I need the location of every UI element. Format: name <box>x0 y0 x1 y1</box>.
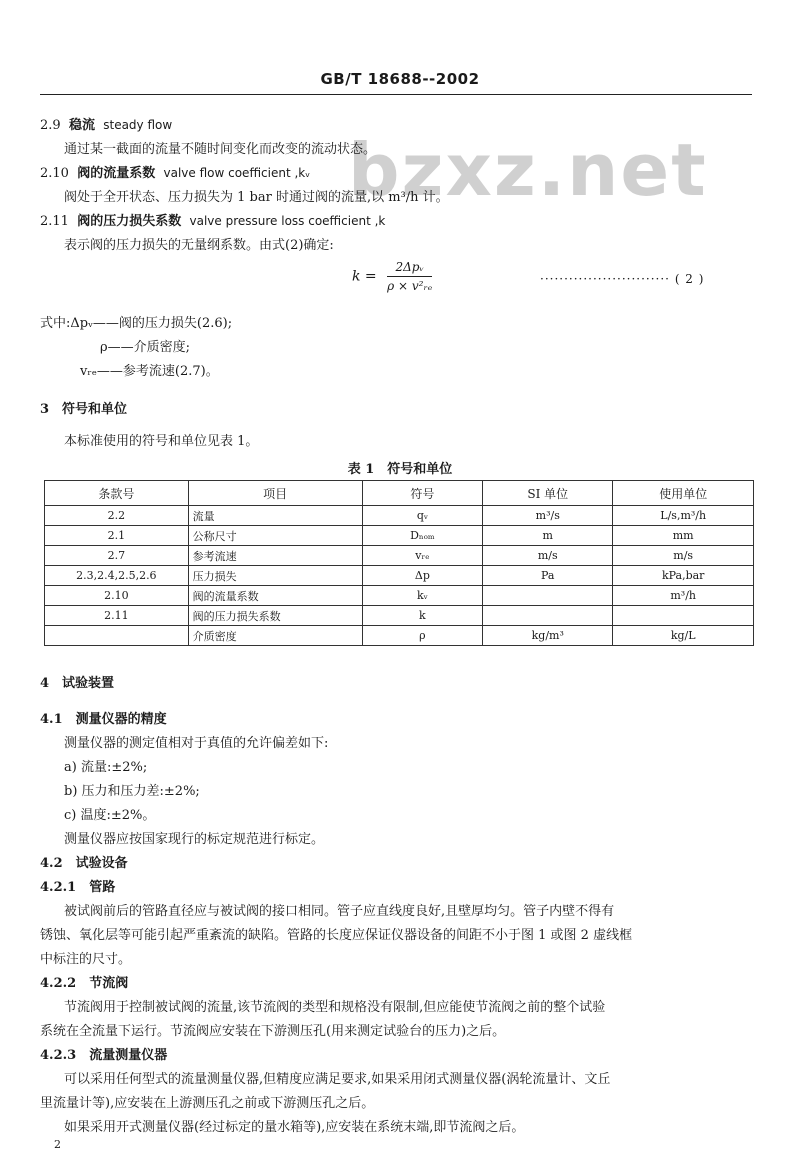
cell-symbol: kᵥ <box>362 586 482 606</box>
table-row <box>45 526 754 546</box>
table-row <box>45 626 754 646</box>
page-header: GB/T 18688--2002 <box>320 70 480 88</box>
table-1-caption: 表 1 符号和单位 <box>347 462 453 477</box>
where-line-1: 式中:Δpᵥ——阀的压力损失(2.6); <box>40 316 233 331</box>
clause-2-9-text: 通过某一截面的流量不随时间变化而改变的流动状态。 <box>64 142 377 157</box>
clause-2-11-text: 表示阀的压力损失的无量纲系数。由式(2)确定: <box>64 238 334 253</box>
cell-clause: 2.1 <box>45 526 189 546</box>
cell-si-unit: kg/m³ <box>483 626 613 646</box>
cell-used-unit: mm <box>613 526 754 546</box>
where-line-2: ρ——介质密度; <box>100 340 191 355</box>
cell-clause: 2.3,2.4,2.5,2.6 <box>45 566 189 586</box>
section-4-2-2-line-1: 节流阀用于控制被试阀的流量,该节流阀的类型和规格没有限制,但应能使节流阀之前的整个试验 <box>64 1000 606 1015</box>
clause-2-9-heading: 2.9 稳流 steady flow <box>40 118 173 133</box>
cell-si-unit: m/s <box>483 546 613 566</box>
col-si-unit: SI 单位 <box>483 481 613 506</box>
section-4-2-3-line-3: 如果采用开式测量仪器(经过标定的量水箱等),应安装在系统末端,即节流阀之后。 <box>64 1120 525 1135</box>
section-3-intro: 本标准使用的符号和单位见表 1。 <box>64 434 259 449</box>
col-item: 项目 <box>188 481 362 506</box>
cell-si-unit <box>483 586 613 606</box>
cell-used-unit: kPa,bar <box>613 566 754 586</box>
cell-used-unit: m/s <box>613 546 754 566</box>
section-4-2-2-line-2: 系统在全流量下运行。节流阀应安装在下游测压孔(用来测定试验台的压力)之后。 <box>40 1024 506 1039</box>
formula-number: ( 2 ) <box>674 272 705 286</box>
cell-item: 参考流速 <box>188 546 362 566</box>
accuracy-item-a: a) 流量:±2%; <box>64 760 148 775</box>
cell-item: 公称尺寸 <box>188 526 362 546</box>
cell-item: 介质密度 <box>188 626 362 646</box>
cell-symbol: ρ <box>362 626 482 646</box>
cell-item: 压力损失 <box>188 566 362 586</box>
table-row <box>45 566 754 586</box>
cell-item: 阀的压力损失系数 <box>188 606 362 626</box>
table-row <box>45 606 754 626</box>
accuracy-item-b: b) 压力和压力差:±2%; <box>64 784 200 799</box>
formula-leader: ··························· ( 2 ) <box>540 272 705 286</box>
watermark: bzxz.net <box>348 128 708 212</box>
cell-symbol: k <box>362 606 482 626</box>
section-4-1-note: 测量仪器应按国家现行的标定规范进行标定。 <box>64 832 325 847</box>
section-4-2-2-heading: 4.2.2 节流阀 <box>40 976 129 991</box>
section-4-2-1-line-1: 被试阀前后的管路直径应与被试阀的接口相同。管子应直线度良好,且壁厚均匀。管子内壁不得有 <box>64 904 615 919</box>
section-4-1-intro: 测量仪器的测定值相对于真值的允许偏差如下: <box>64 736 329 751</box>
section-4-2-1-heading: 4.2.1 管路 <box>40 880 116 895</box>
cell-used-unit: kg/L <box>613 626 754 646</box>
section-4-2-3-line-1: 可以采用任何型式的流量测量仪器,但精度应满足要求,如果采用闭式测量仪器(涡轮流量计、文丘 <box>64 1072 611 1087</box>
clause-2-10-text: 阀处于全开状态、压力损失为 1 bar 时通过阀的流量,以 m³/h 计。 <box>64 190 449 205</box>
cell-clause: 2.11 <box>45 606 189 626</box>
section-4-2-1-line-3: 中标注的尺寸。 <box>40 952 132 967</box>
cell-used-unit: m³/h <box>613 586 754 606</box>
cell-symbol: Δp <box>362 566 482 586</box>
clause-2-10-heading: 2.10 阀的流量系数 valve flow coefficient ,kᵥ <box>40 166 311 181</box>
col-symbol: 符号 <box>362 481 482 506</box>
cell-used-unit <box>613 606 754 626</box>
section-4-2-heading: 4.2 试验设备 <box>40 856 128 871</box>
cell-clause: 2.10 <box>45 586 189 606</box>
cell-clause: 2.2 <box>45 506 189 526</box>
section-4-1-heading: 4.1 测量仪器的精度 <box>40 712 167 727</box>
section-4-heading: 4 试验装置 <box>40 676 115 691</box>
formula-2: k = $\frac{\text{2Δpᵥ}}{\text{ρ × v²ᵣₑ}}$ <box>352 260 433 293</box>
cell-clause <box>45 626 189 646</box>
cell-si-unit: m <box>483 526 613 546</box>
section-4-2-3-line-2: 里流量计等),应安装在上游测压孔之前或下游测压孔之后。 <box>40 1096 375 1111</box>
section-4-2-3-heading: 4.2.3 流量测量仪器 <box>40 1048 168 1063</box>
col-used-unit: 使用单位 <box>613 481 754 506</box>
clause-2-11-heading: 2.11 阀的压力损失系数 valve pressure loss coefficient ,k <box>40 214 386 229</box>
formula-numerator: 2Δpᵥ <box>387 260 432 277</box>
cell-clause: 2.7 <box>45 546 189 566</box>
cell-symbol: Dₙₒₘ <box>362 526 482 546</box>
symbols-table <box>44 480 754 646</box>
cell-symbol: vᵣₑ <box>362 546 482 566</box>
section-3-heading: 3 符号和单位 <box>40 402 128 417</box>
cell-si-unit: m³/s <box>483 506 613 526</box>
table-row <box>45 546 754 566</box>
table-row <box>45 506 754 526</box>
page-number: 2 <box>54 1138 61 1151</box>
table-row <box>45 586 754 606</box>
accuracy-item-c: c) 温度:±2%。 <box>64 808 156 823</box>
cell-item: 流量 <box>188 506 362 526</box>
formula-denominator: ρ × v²ᵣₑ <box>387 279 433 293</box>
where-line-3: vᵣₑ——参考流速(2.7)。 <box>80 364 219 379</box>
cell-used-unit: L/s,m³/h <box>613 506 754 526</box>
cell-si-unit <box>483 606 613 626</box>
header-rule <box>40 94 752 95</box>
table-header-row <box>45 481 754 506</box>
cell-symbol: qᵥ <box>362 506 482 526</box>
col-clause: 条款号 <box>45 481 189 506</box>
section-4-2-1-line-2: 锈蚀、氧化层等可能引起严重紊流的缺陷。管路的长度应保证仪器设备的间距不小于图 1 或图 2 虚线框 <box>40 928 633 943</box>
cell-item: 阀的流量系数 <box>188 586 362 606</box>
cell-si-unit: Pa <box>483 566 613 586</box>
